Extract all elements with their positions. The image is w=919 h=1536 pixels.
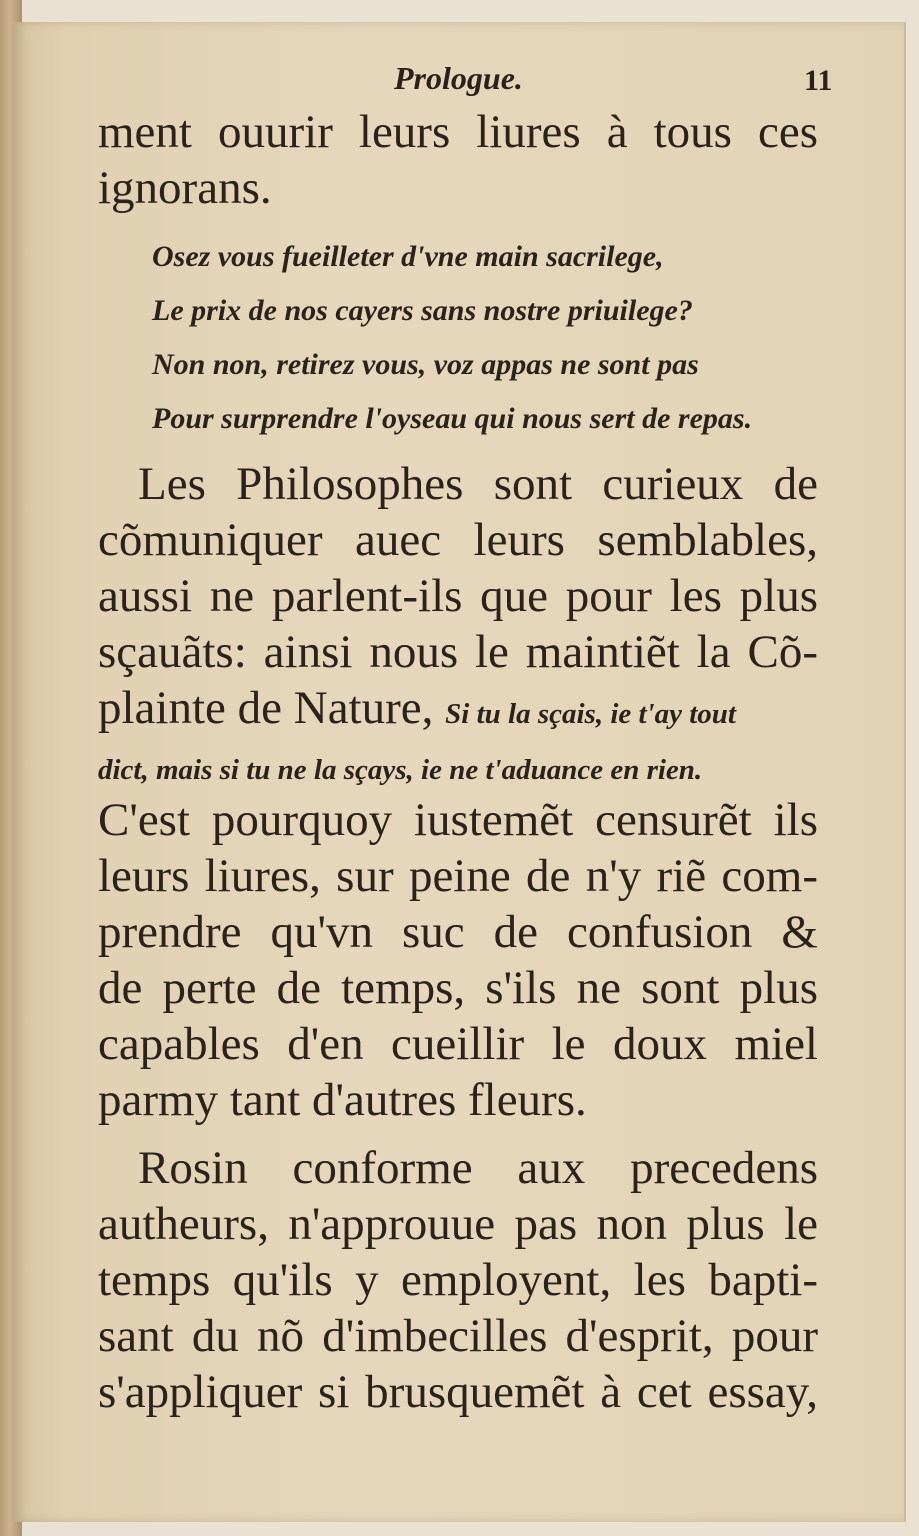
text-line: temps qu'ils y employent, les bapti- bbox=[98, 1254, 818, 1306]
verse-quotation bbox=[152, 230, 832, 446]
italic-gloss: dict, mais si tu ne la sçays, ie ne t'aduance en rien. bbox=[98, 754, 703, 786]
verse-line: Le prix de nos cayers sans nostre priuilege? bbox=[152, 294, 693, 327]
text-line bbox=[98, 736, 818, 792]
book-page bbox=[14, 22, 906, 1522]
text-line: de perte de temps, s'ils ne sont plus bbox=[98, 962, 818, 1014]
page-number: 11 bbox=[804, 64, 833, 97]
running-head: Prologue. bbox=[394, 60, 523, 96]
text-line: sant du nõ d'imbecilles d'esprit, pour bbox=[98, 1310, 818, 1362]
text-line bbox=[98, 680, 818, 736]
text-line: s'appliquer si brusquemẽt à cet essay, bbox=[98, 1366, 818, 1418]
text-line: cõmuniquer auec leurs semblables, bbox=[98, 514, 818, 566]
verse-line: Non non, retirez vous, voz appas ne sont pas bbox=[152, 348, 699, 381]
text-line: ignorans. bbox=[98, 162, 272, 214]
text-line: aussi ne parlent-ils que pour les plus bbox=[98, 570, 818, 622]
paragraph-3 bbox=[98, 1140, 818, 1420]
italic-gloss: Si tu la sçais, ie t'ay tout bbox=[445, 698, 736, 730]
text-line: leurs liures, sur peine de n'y riẽ com- bbox=[98, 850, 818, 902]
text-roman: plainte de Nature, bbox=[98, 682, 434, 734]
text-line: capables d'en cueillir le doux miel bbox=[98, 1018, 818, 1070]
verse-line: Osez vous fueilleter d'vne main sacrilege, bbox=[152, 240, 664, 273]
text-line: autheurs, n'approuue pas non plus le bbox=[98, 1198, 818, 1250]
paragraph-1 bbox=[98, 104, 818, 216]
text-line: C'est pourquoy iustemẽt censurẽt ils bbox=[98, 794, 818, 846]
page-header bbox=[14, 60, 904, 110]
text-line: parmy tant d'autres fleurs. bbox=[98, 1074, 587, 1126]
text-line: prendre qu'vn suc de confusion & bbox=[98, 906, 818, 958]
text-line: sçauãts: ainsi nous le maintiẽt la Cõ- bbox=[98, 626, 818, 678]
text-line: Rosin conforme aux precedens bbox=[138, 1142, 818, 1194]
verse-line: Pour surprendre l'oyseau qui nous sert de repas. bbox=[152, 402, 753, 435]
text-line: Les Philosophes sont curieux de bbox=[138, 458, 818, 510]
paragraph-2 bbox=[98, 456, 818, 1128]
text-line: ment ouurir leurs liures à tous ces bbox=[98, 106, 818, 158]
